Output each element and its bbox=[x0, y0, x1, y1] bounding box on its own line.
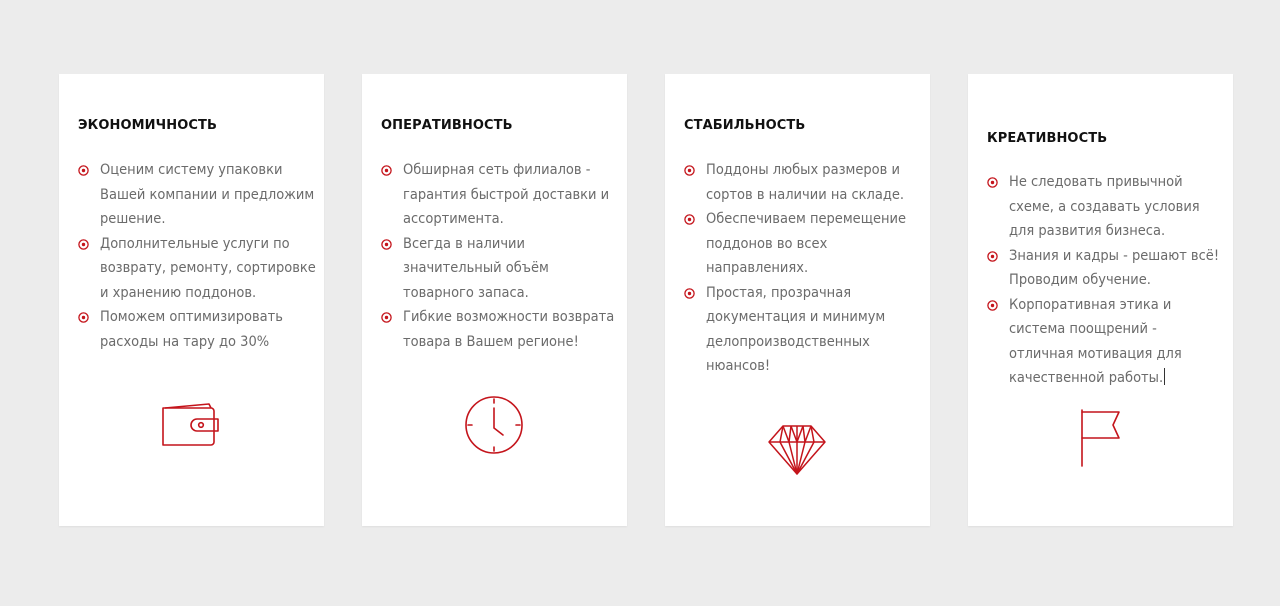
diamond-icon bbox=[767, 424, 827, 476]
list-item bbox=[987, 170, 1225, 244]
feature-card-economy bbox=[59, 74, 324, 526]
flag-icon bbox=[1078, 408, 1122, 468]
list-item bbox=[78, 305, 316, 354]
target-bullet-icon bbox=[684, 214, 695, 225]
list-item bbox=[987, 244, 1225, 293]
list-item bbox=[987, 293, 1225, 391]
list-item bbox=[684, 207, 922, 281]
list-item-text: Знания и кадры - решают всё! Проводим обучение. bbox=[1009, 247, 1220, 288]
target-bullet-icon bbox=[987, 300, 998, 311]
target-bullet-icon bbox=[684, 288, 695, 299]
list-item-text: Обширная сеть филиалов - гарантия быстрой доставки и ассортимента. bbox=[403, 162, 610, 227]
list-item bbox=[684, 281, 922, 379]
feature-card-creativity bbox=[968, 74, 1233, 526]
list-item-text: Простая, прозрачная документация и минимум делопроизводственных нюансов! bbox=[706, 284, 886, 374]
feature-card-efficiency bbox=[362, 74, 627, 526]
target-bullet-icon bbox=[381, 312, 392, 323]
list-item-text: Гибкие возможности возврата товара в Вашем регионе! bbox=[403, 309, 615, 350]
target-bullet-icon bbox=[381, 165, 392, 176]
card-title: СТАБИЛЬНОСТЬ bbox=[684, 118, 806, 133]
feature-list bbox=[987, 170, 1225, 391]
feature-list bbox=[78, 158, 316, 354]
target-bullet-icon bbox=[987, 251, 998, 262]
card-title: ЭКОНОМИЧНОСТЬ bbox=[78, 118, 218, 133]
list-item bbox=[381, 232, 619, 306]
list-item-text: Оценим систему упаковки Вашей компании и предложим решение. bbox=[100, 162, 315, 227]
list-item-text: Всегда в наличии значительный объём товарного запаса. bbox=[403, 235, 549, 301]
wallet-icon bbox=[161, 402, 221, 448]
feature-list bbox=[684, 158, 922, 379]
card-title: КРЕАТИВНОСТЬ bbox=[987, 131, 1108, 146]
target-bullet-icon bbox=[381, 239, 392, 250]
text-cursor bbox=[1164, 368, 1165, 385]
feature-list bbox=[381, 158, 619, 354]
list-item bbox=[78, 158, 316, 232]
clock-icon bbox=[464, 395, 524, 455]
target-bullet-icon bbox=[78, 312, 89, 323]
list-item-text: Поможем оптимизировать расходы на тару до 30% bbox=[100, 309, 283, 350]
list-item bbox=[381, 305, 619, 354]
list-item-text: Поддоны любых размеров и сортов в наличии на складе. bbox=[706, 162, 905, 203]
target-bullet-icon bbox=[78, 165, 89, 176]
target-bullet-icon bbox=[684, 165, 695, 176]
list-item bbox=[381, 158, 619, 232]
feature-card-stability bbox=[665, 74, 930, 526]
list-item bbox=[78, 232, 316, 306]
list-item-text: Корпоративная этика и система поощрений - отличная мотивация для качественной работы. bbox=[1009, 296, 1182, 386]
target-bullet-icon bbox=[78, 239, 89, 250]
list-item-text: Дополнительные услуги по возврату, ремонту, сортировке и хранению поддонов. bbox=[100, 235, 316, 301]
list-item-text: Обеспечиваем перемещение поддонов во всех направлениях. bbox=[706, 211, 907, 276]
list-item bbox=[684, 158, 922, 207]
list-item-text: Не следовать привычной схеме, а создавать условия для развития бизнеса. bbox=[1009, 174, 1200, 239]
card-title: ОПЕРАТИВНОСТЬ bbox=[381, 118, 513, 133]
target-bullet-icon bbox=[987, 177, 998, 188]
